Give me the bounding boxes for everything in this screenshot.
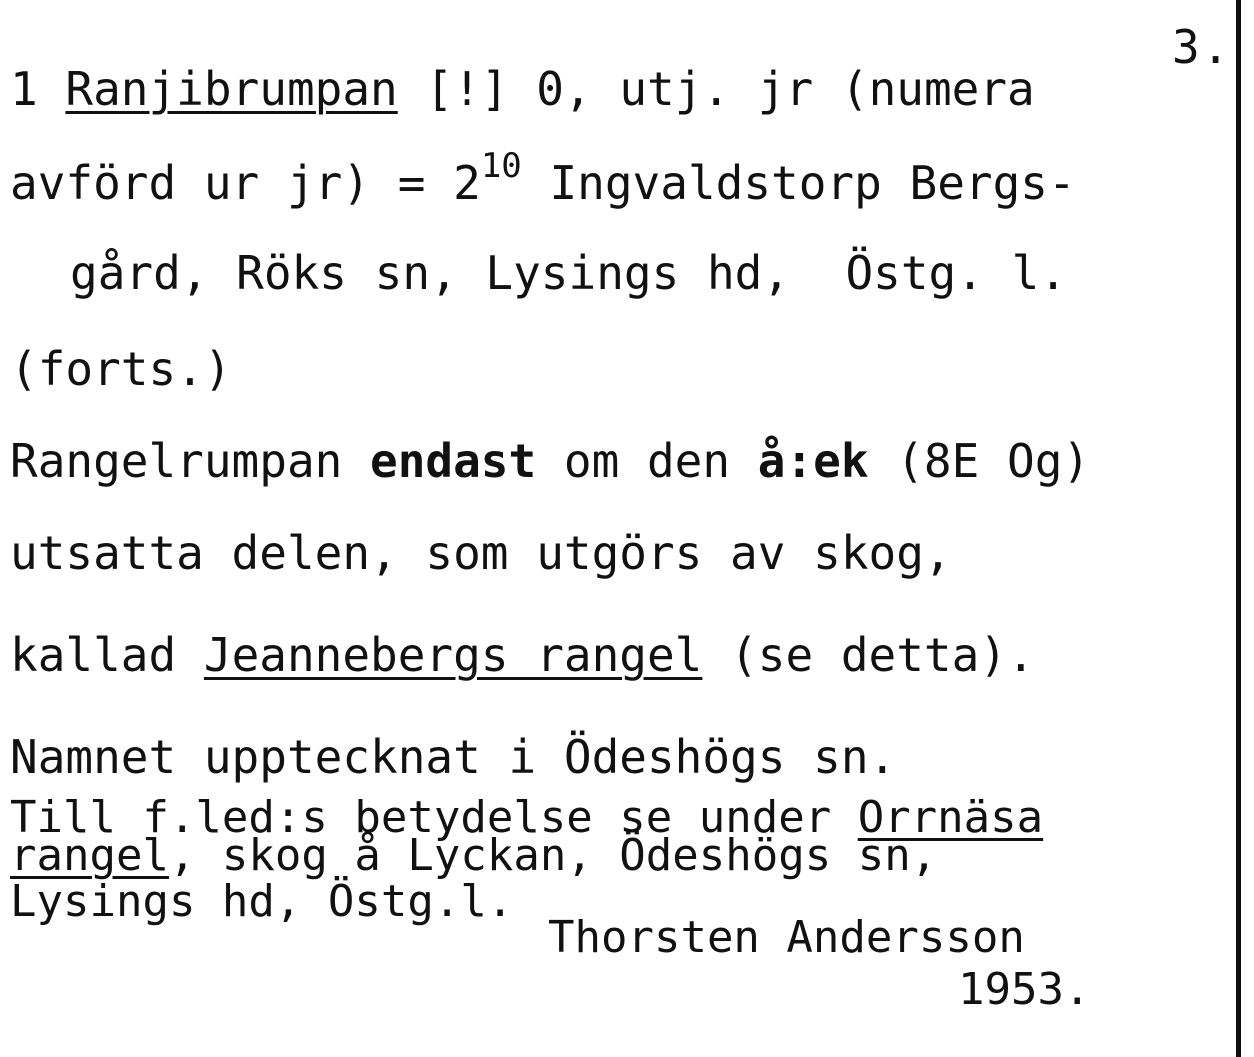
note-line-2	[10, 830, 938, 881]
body-line-1-mid: om den	[536, 434, 758, 488]
body-line-3-post: (se detta).	[702, 628, 1035, 682]
body-line-1-pre: Rangelrumpan	[10, 434, 371, 488]
signature-name: Thorsten Andersson	[548, 912, 1025, 963]
note-reference-2: rangel	[10, 830, 169, 881]
entry-line-4: (forts.)	[10, 342, 232, 396]
entry-line-1	[10, 62, 1035, 116]
note-line-3: Lysings hd, Östg.l.	[10, 876, 514, 927]
note-reference-1: Orrnäsa	[857, 792, 1044, 843]
body-line-1	[10, 434, 1091, 488]
superscript-number: 10	[480, 146, 522, 186]
body-line-3	[10, 628, 1035, 682]
cross-reference: Jeannebergs rangel	[203, 628, 703, 682]
entry-number: 1	[10, 62, 38, 116]
editorial-mark: [!]	[425, 62, 509, 116]
body-line-3-pre: kallad	[10, 628, 204, 682]
overtyped-word-2: å:ek	[757, 434, 869, 488]
headword: Ranjibrumpan	[65, 62, 398, 116]
body-line-2: utsatta delen, som utgörs av skog,	[10, 526, 952, 580]
body-line-1-post: (8E Og)	[868, 434, 1091, 488]
note-line-1-pre: Till f.led:s betydelse se under	[10, 792, 858, 843]
page-number: 3.	[1172, 20, 1232, 74]
entry-line-2-post: Ingvaldstorp Bergs-	[549, 156, 1076, 210]
entry-line-3: gård, Röks sn, Lysings hd, Östg. l.	[70, 246, 1067, 300]
signature-year: 1953.	[958, 964, 1091, 1015]
body-line-4: Namnet upptecknat i Ödeshögs sn.	[10, 730, 897, 784]
overtyped-word-1: endast	[370, 434, 537, 488]
entry-line-2	[10, 146, 1076, 211]
card-edge-line	[1236, 0, 1241, 1057]
entry-line-2-pre: avförd ur jr) = 2	[10, 156, 481, 210]
note-line-2-post: , skog å Lyckan, Ödeshögs sn,	[168, 830, 938, 881]
entry-line-1-rest: 0, utj. jr (numera	[536, 62, 1035, 116]
